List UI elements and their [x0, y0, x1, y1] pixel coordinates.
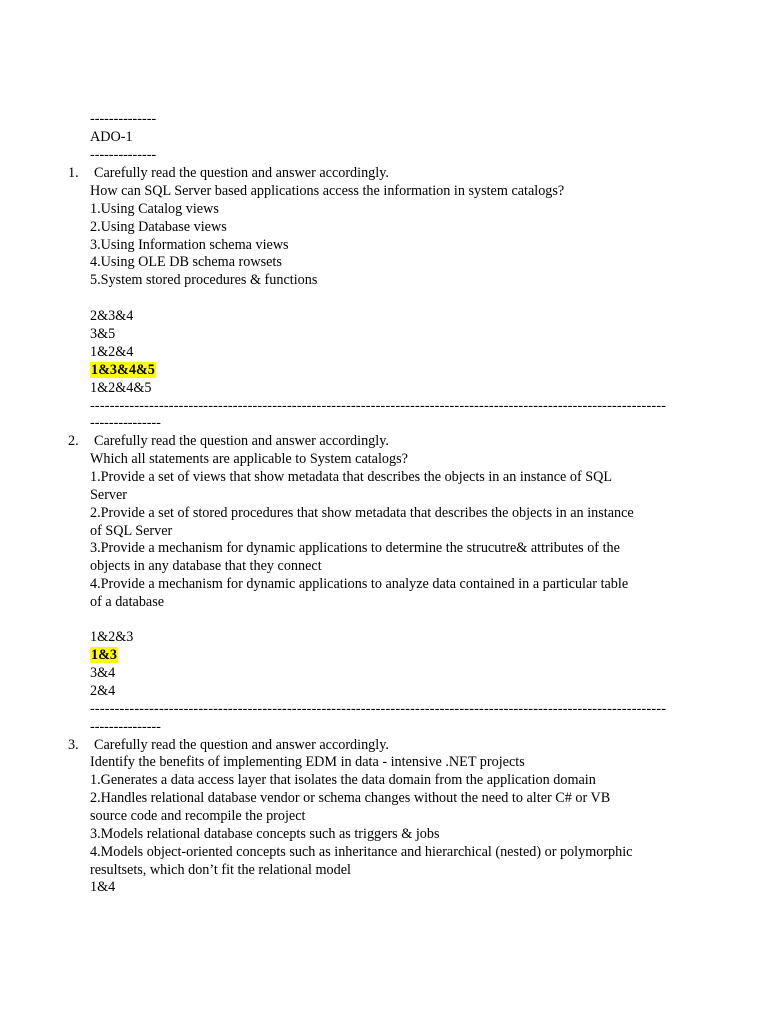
question-2-option: 1&2&3: [90, 629, 134, 645]
question-1-option: 1&2&4&5: [90, 380, 152, 396]
question-3-statement: 1.Generates a data access layer that isolates the data domain from the application domain: [90, 772, 596, 788]
question-2-statement: 2.Provide a set of stored procedures that show metadata that describes the objects in an instance: [90, 505, 634, 521]
question-2-statement: 4.Provide a mechanism for dynamic applications to analyze data contained in a particular table: [90, 576, 629, 592]
question-3-instruction: Carefully read the question and answer accordingly.: [94, 737, 389, 753]
question-2-statement: of SQL Server: [90, 523, 173, 539]
question-2-number: 2.: [68, 433, 79, 449]
question-3-statement: source code and recompile the project: [90, 808, 306, 824]
question-1-statement: 4.Using OLE DB schema rowsets: [90, 254, 282, 270]
question-2-statement: 3.Provide a mechanism for dynamic applications to determine the strucutre& attributes of the: [90, 540, 620, 556]
header-separator-top: --------------: [90, 111, 157, 127]
question-1-statement: 1.Using Catalog views: [90, 201, 219, 217]
header-separator-bottom: --------------: [90, 147, 157, 163]
section-separator-tail: ---------------: [90, 719, 161, 735]
highlighted-answer: 1&3: [91, 647, 118, 663]
question-1-text: How can SQL Server based applications access the information in system catalogs?: [90, 183, 565, 199]
question-1-option-highlighted: [90, 361, 156, 379]
highlighted-answer: 1&3&4&5: [91, 362, 155, 378]
question-2-instruction: Carefully read the question and answer accordingly.: [94, 433, 389, 449]
question-2-statement: of a database: [90, 594, 165, 610]
question-3-statement: 4.Models object-oriented concepts such as inheritance and hierarchical (nested) or polymorphic: [90, 844, 633, 860]
question-2-statement: 1.Provide a set of views that show metadata that describes the objects in an instance of SQL: [90, 469, 613, 485]
section-separator: ---------------------------------------------------------------------------------------------------------------------: [90, 398, 667, 414]
question-3-statement: 3.Models relational database concepts such as triggers & jobs: [90, 826, 440, 842]
question-2-statement: objects in any database that they connect: [90, 558, 322, 574]
question-1-option: 1&2&4: [90, 344, 134, 360]
question-1-statement: 5.System stored procedures & functions: [90, 272, 318, 288]
question-3-number: 3.: [68, 737, 79, 753]
question-1-option: 3&5: [90, 326, 116, 342]
question-1-instruction: Carefully read the question and answer accordingly.: [94, 165, 389, 181]
question-3-option: 1&4: [90, 879, 116, 895]
question-1-option: 2&3&4: [90, 308, 134, 324]
question-3-statement: resultsets, which don’t fit the relational model: [90, 862, 351, 878]
question-2-text: Which all statements are applicable to System catalogs?: [90, 451, 408, 467]
section-separator-tail: ---------------: [90, 415, 161, 431]
document-title: ADO-1: [90, 129, 133, 145]
question-3-statement: 2.Handles relational database vendor or schema changes without the need to alter C# or VB: [90, 790, 611, 806]
question-2-statement: Server: [90, 487, 128, 503]
question-2-option: 3&4: [90, 665, 116, 681]
question-2-option-highlighted: [90, 646, 118, 664]
question-1-statement: 3.Using Information schema views: [90, 237, 289, 253]
section-separator: ---------------------------------------------------------------------------------------------------------------------: [90, 701, 667, 717]
question-1-number: 1.: [68, 165, 79, 181]
question-1-statement: 2.Using Database views: [90, 219, 227, 235]
question-2-option: 2&4: [90, 683, 116, 699]
question-3-text: Identify the benefits of implementing EDM in data - intensive .NET projects: [90, 754, 525, 770]
